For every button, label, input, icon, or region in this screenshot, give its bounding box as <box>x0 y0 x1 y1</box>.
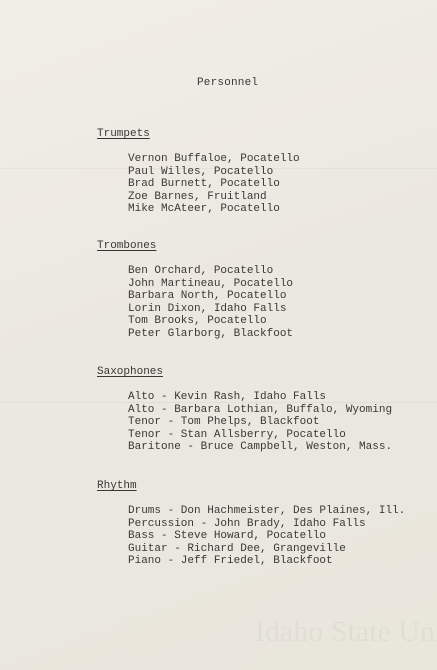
list-item: Drums - Don Hachmeister, Des Plaines, Ill. <box>128 505 406 517</box>
list-item: Baritone - Bruce Campbell, Weston, Mass. <box>128 441 393 454</box>
member-list <box>97 265 427 341</box>
page-title: Personnel <box>197 77 259 89</box>
watermark <box>255 615 437 649</box>
list-item: Brad Burnett, Pocatello <box>128 178 280 191</box>
list-item: Alto - Kevin Rash, Idaho Falls <box>128 391 327 403</box>
section-heading: Trombones <box>97 240 157 252</box>
list-item: Zoe Barnes, Fruitland <box>128 190 267 203</box>
section-heading: Saxophones <box>97 366 164 378</box>
list-item: Piano - Jeff Friedel, Blackfoot <box>128 555 333 568</box>
section-heading: Rhythm <box>97 480 137 492</box>
list-item: Peter Glarborg, Blackfoot <box>128 327 294 340</box>
section-trombones <box>97 240 427 341</box>
list-item: Lorin Dixon, Idaho Falls <box>128 302 287 315</box>
list-item: Mike McAteer, Pocatello <box>128 203 280 216</box>
list-item: Ben Orchard, Pocatello <box>128 265 274 277</box>
list-item: Alto - Barbara Lothian, Buffalo, Wyoming <box>128 403 393 416</box>
list-item: Barbara North, Pocatello <box>128 290 287 303</box>
list-item: Paul Willes, Pocatello <box>128 165 274 178</box>
section-rhythm <box>97 480 427 568</box>
list-item: Tenor - Tom Phelps, Blackfoot <box>128 416 320 429</box>
list-item: Tom Brooks, Pocatello <box>128 315 267 328</box>
section-trumpets <box>97 128 427 216</box>
list-item: John Martineau, Pocatello <box>128 277 294 290</box>
section-saxophones <box>97 366 427 454</box>
list-item: Bass - Steve Howard, Pocatello <box>128 530 327 543</box>
list-item: Guitar - Richard Dee, Grangeville <box>128 542 346 555</box>
section-heading: Trumpets <box>97 128 150 140</box>
member-list <box>97 505 427 568</box>
list-item: Percussion - John Brady, Idaho Falls <box>128 517 366 530</box>
list-item: Tenor - Stan Allsberry, Pocatello <box>128 428 346 441</box>
member-list <box>97 391 427 454</box>
list-item: Vernon Buffaloe, Pocatello <box>128 153 300 165</box>
member-list <box>97 153 427 216</box>
